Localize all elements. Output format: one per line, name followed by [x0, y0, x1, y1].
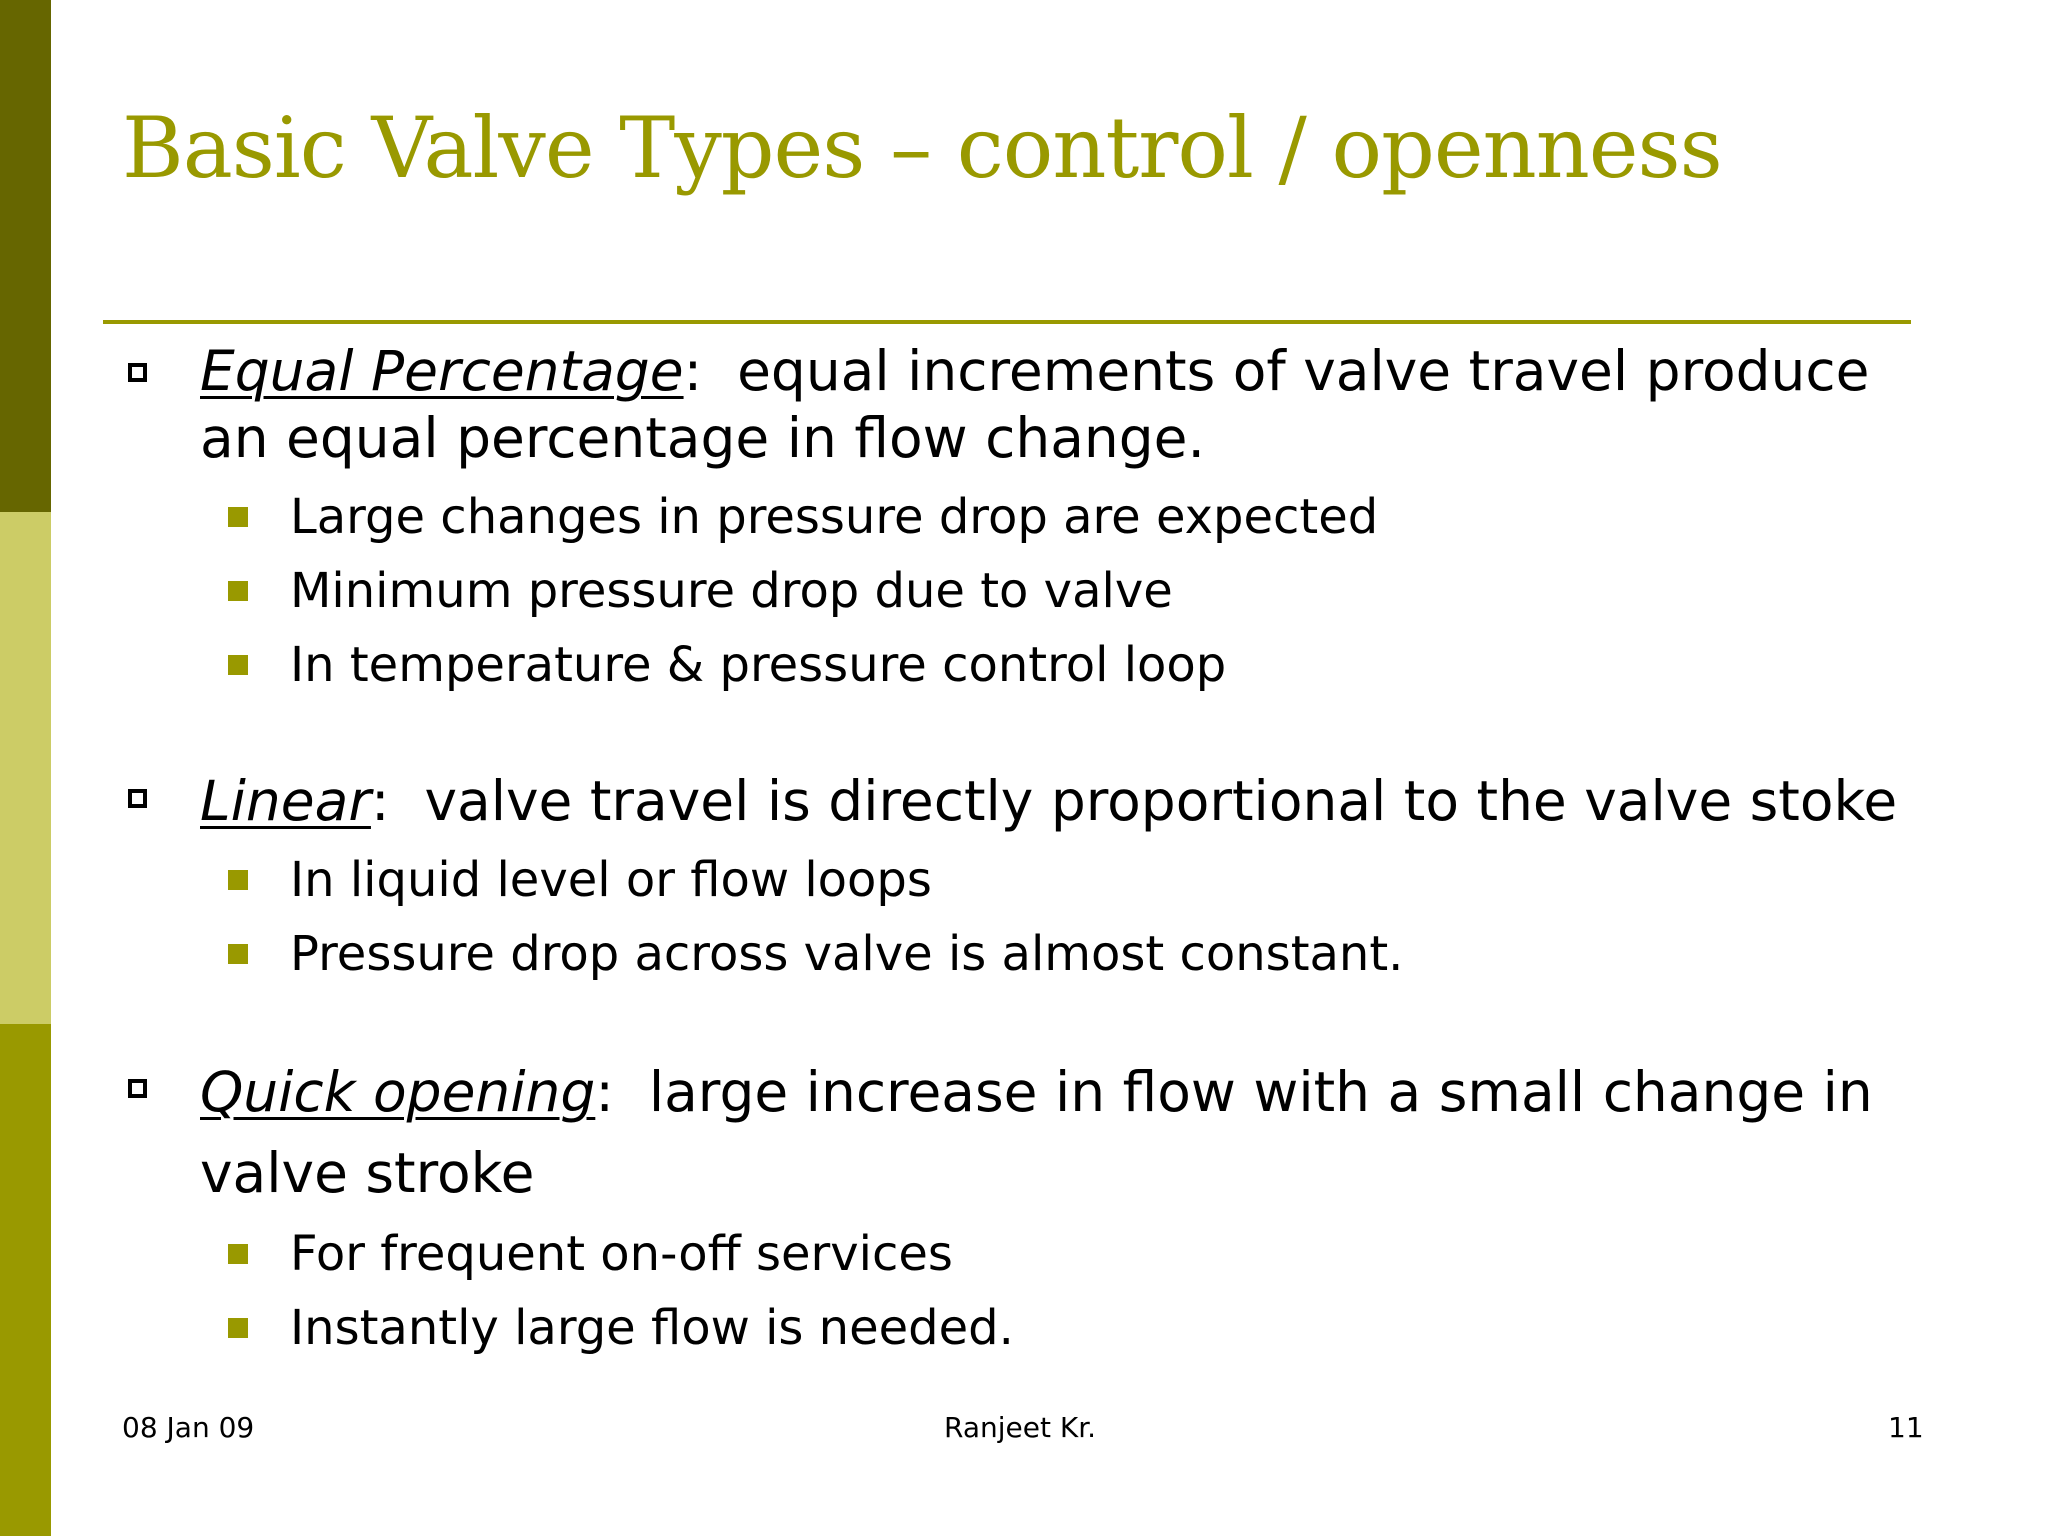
term-separator: :: [683, 339, 703, 403]
list-item: Instantly large flow is needed.: [290, 1300, 1014, 1356]
section-description: large increase in flow with a small change in: [648, 1060, 1873, 1124]
slide-number: 11: [1888, 1411, 1924, 1444]
section-description: valve travel is directly proportional to the valve stoke: [424, 769, 1898, 833]
filled-square-bullet-icon: [228, 581, 248, 601]
list-item: In liquid level or flow loops: [290, 852, 932, 908]
list-item: For frequent on-off services: [290, 1226, 953, 1282]
filled-square-bullet-icon: [228, 507, 248, 527]
hollow-square-bullet-icon: [128, 363, 147, 382]
section-equal-percentage-heading: [200, 337, 1869, 405]
section-quick-opening-heading: [200, 1058, 1873, 1126]
list-item: Large changes in pressure drop are expected: [290, 489, 1379, 545]
slide-title: Basic Valve Types – control / openness: [122, 99, 1722, 197]
list-item: Pressure drop across valve is almost constant.: [290, 926, 1404, 982]
section-linear-heading: [200, 767, 1897, 835]
term-quick-opening: Quick opening: [200, 1060, 596, 1124]
footer-author: Ranjeet Kr.: [944, 1411, 1097, 1444]
list-item: In temperature & pressure control loop: [290, 637, 1227, 693]
filled-square-bullet-icon: [228, 1244, 248, 1264]
filled-square-bullet-icon: [228, 655, 248, 675]
filled-square-bullet-icon: [228, 870, 248, 890]
section-description: equal increments of valve travel produce: [737, 339, 1870, 403]
filled-square-bullet-icon: [228, 1318, 248, 1338]
list-item: Minimum pressure drop due to valve: [290, 563, 1173, 619]
hollow-square-bullet-icon: [128, 1079, 147, 1098]
footer-date: 08 Jan 09: [122, 1411, 255, 1444]
hollow-square-bullet-icon: [128, 789, 147, 808]
filled-square-bullet-icon: [228, 944, 248, 964]
term-equal-percentage: Equal Percentage: [200, 339, 684, 403]
term-linear: Linear: [200, 769, 371, 833]
term-separator: :: [370, 769, 390, 833]
term-separator: :: [595, 1060, 614, 1124]
section-description-continued: an equal percentage in flow change.: [200, 406, 1205, 470]
section-description-continued: valve stroke: [200, 1141, 535, 1205]
